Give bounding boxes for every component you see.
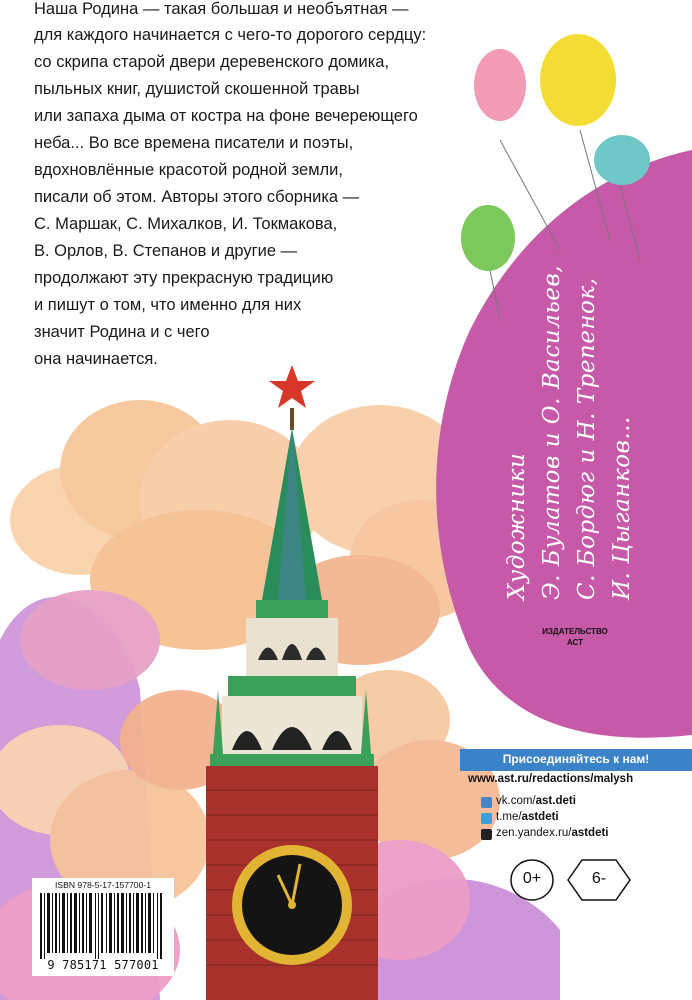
zen-prefix: zen.yandex.ru/: [496, 827, 572, 839]
blurb-line: неба... Во все времена писатели и поэты,: [34, 134, 354, 152]
age-badge-6: [566, 858, 632, 900]
zen-link[interactable]: [496, 827, 609, 839]
credit-line: С. Бордюг и Н. Трепенок,: [574, 277, 600, 600]
blurb-line: для каждого начинается с чего-то дорогого сердцу:: [34, 26, 427, 44]
credit-line: Художники: [504, 452, 530, 600]
blurb-line: или запаха дыма от костра на фоне вечереющего: [34, 107, 418, 125]
blurb-line: писали об этом. Авторы этого сборника —: [34, 188, 360, 206]
isbn-text: ISBN 978-5-17-157700-1: [54, 880, 152, 890]
vk-icon: [481, 797, 492, 808]
balloon-yellow: [540, 34, 616, 126]
tg-prefix: t.me/: [496, 811, 522, 823]
tg-handle: astdeti: [521, 811, 559, 823]
blurb-line: продолжают эту прекрасную традицию: [34, 269, 334, 287]
barcode-digits: 9 785171 577001: [47, 958, 159, 972]
blurb-line: и пишут о том, что именно для них: [34, 296, 302, 314]
age-badge-0: [508, 858, 556, 900]
vk-handle: ast.deti: [535, 795, 576, 807]
telegram-icon: [481, 813, 492, 824]
blurb-line: со скрипа старой двери деревенского домика,: [34, 53, 390, 71]
zen-icon: [481, 829, 492, 840]
vk-link[interactable]: [496, 795, 576, 807]
age-label-6: 6-: [591, 870, 607, 887]
blurb-line: вдохновлённые красотой родной земли,: [34, 161, 343, 179]
blurb: [0, 0, 520, 380]
publisher-name: АСТ: [566, 638, 584, 647]
barcode: [32, 878, 174, 976]
website-link[interactable]: www.ast.ru/redactions/malysh: [468, 773, 634, 785]
publisher-logo: [540, 626, 610, 648]
age-label-0: 0+: [522, 870, 542, 887]
blurb-line: пыльных книг, душистой скошенной травы: [34, 80, 360, 98]
illustrator-credits: [500, 240, 635, 600]
telegram-link[interactable]: [496, 811, 559, 823]
blurb-line: Наша Родина — такая большая и необъятная —: [34, 0, 409, 18]
credit-line: И. Цыганков...: [609, 416, 635, 600]
blurb-line: В. Орлов, В. Степанов и другие —: [34, 242, 298, 260]
balloon-teal: [594, 135, 650, 185]
blurb-line: она начинается.: [34, 350, 158, 368]
blurb-line: С. Маршак, С. Михалков, И. Токмакова,: [34, 215, 338, 233]
vk-prefix: vk.com/: [496, 795, 536, 807]
barcode-bars: [40, 893, 166, 959]
join-banner: [460, 749, 692, 771]
credit-line: Э. Булатов и О. Васильев,: [539, 264, 565, 600]
blurb-line: значит Родина и с чего: [34, 323, 210, 341]
join-text: Присоединяйтесь к нам!: [502, 752, 650, 766]
zen-handle: astdeti: [571, 827, 609, 839]
publisher-label: ИЗДАТЕЛЬСТВО: [542, 627, 608, 636]
